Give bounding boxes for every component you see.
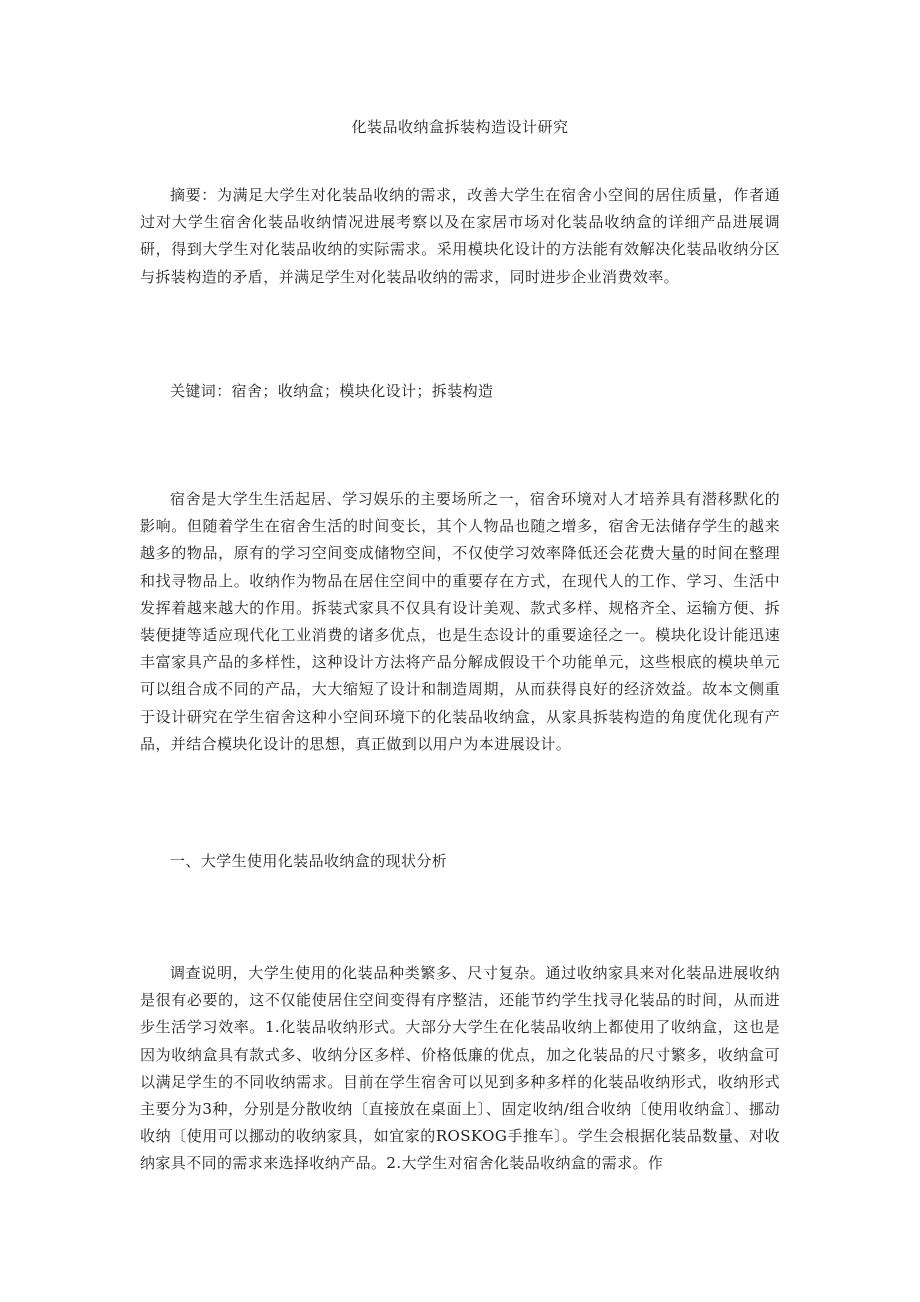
survey-paragraph: 调查说明，大学生使用的化装品种类繁多、尺寸复杂。通过收纳家具来对化装品进展收纳是很有必要的，这不仅能使居住空间变得有序整洁，还能节约学生找寻化装品的时间，从而进步生活学习效率。1.化装品收纳形式。大部分大学生在化装品收纳上都使用了收纳盒，这也是因为收纳盒具有款式多、收纳分区多样、价格低廉的优点，加之化装品的尺寸繁多，收纳盒可以满足学生的不同收纳需求。目前在学生宿舍可以见到多种多样的化装品收纳形式，收纳形式主要分为3种，分别是分散收纳〔直接放在桌面上〕、固定收纳/组合收纳〔使用收纳盒〕、挪动收纳〔使用可以挪动的收纳家具，如宜家的ROSKOG手推车〕。学生会根据化装品数量、对收纳家具不同的需求来选择收纳产品。2.大学生对宿舍化装品收纳盒的需求。作 <box>140 964 780 1173</box>
section-heading: 一、大学生使用化装品收纳盒的现状分析 <box>170 852 448 870</box>
intro-paragraph: 宿舍是大学生生活起居、学习娱乐的主要场所之一，宿舍环境对人才培养具有潜移默化的影响。但随着学生在宿舍生活的时间变长，其个人物品也随之增多，宿舍无法储存学生的越来越多的物品，原有的学习空间变成储物空间，不仅使学习效率降低还会花费大量的时间在整理和找寻物品上。收纳作为物品在居住空间中的重要存在方式，在现代人的工作、学习、生活中发挥着越来越大的作用。拆装式家具不仅具有设计美观、款式多样、规格齐全、运输方便、拆装便捷等适应现代化工业消费的诸多优点，也是生态设计的重要途径之一。模块化设计能迅速丰富家具产品的多样性，这种设计方法将产品分解成假设干个功能单元，这些根底的模块单元可以组合成不同的产品，大大缩短了设计和制造周期，从而获得良好的经济效益。故本文侧重于设计研究在学生宿舍这种小空间环境下的化装品收纳盒，从家具拆装构造的角度优化现有产品，并结合模块化设计的思想，真正做到以用户为本进展设计。 <box>140 490 780 753</box>
document-title: 化装品收纳盒拆装构造设计研究 <box>351 118 569 136</box>
keywords-paragraph: 关键词：宿舍；收纳盒；模块化设计；拆装构造 <box>170 382 494 400</box>
abstract-paragraph: 摘要：为满足大学生对化装品收纳的需求，改善大学生在宿舍小空间的居住质量，作者通过对大学生宿舍化装品收纳情况进展考察以及在家居市场对化装品收纳盒的详细产品进展调研，得到大学生对化装品收纳的实际需求。采用模块化设计的方法能有效解决化装品收纳分区与拆装构造的矛盾，并满足学生对化装品收纳的需求，同时进步企业消费效率。 <box>140 186 780 286</box>
